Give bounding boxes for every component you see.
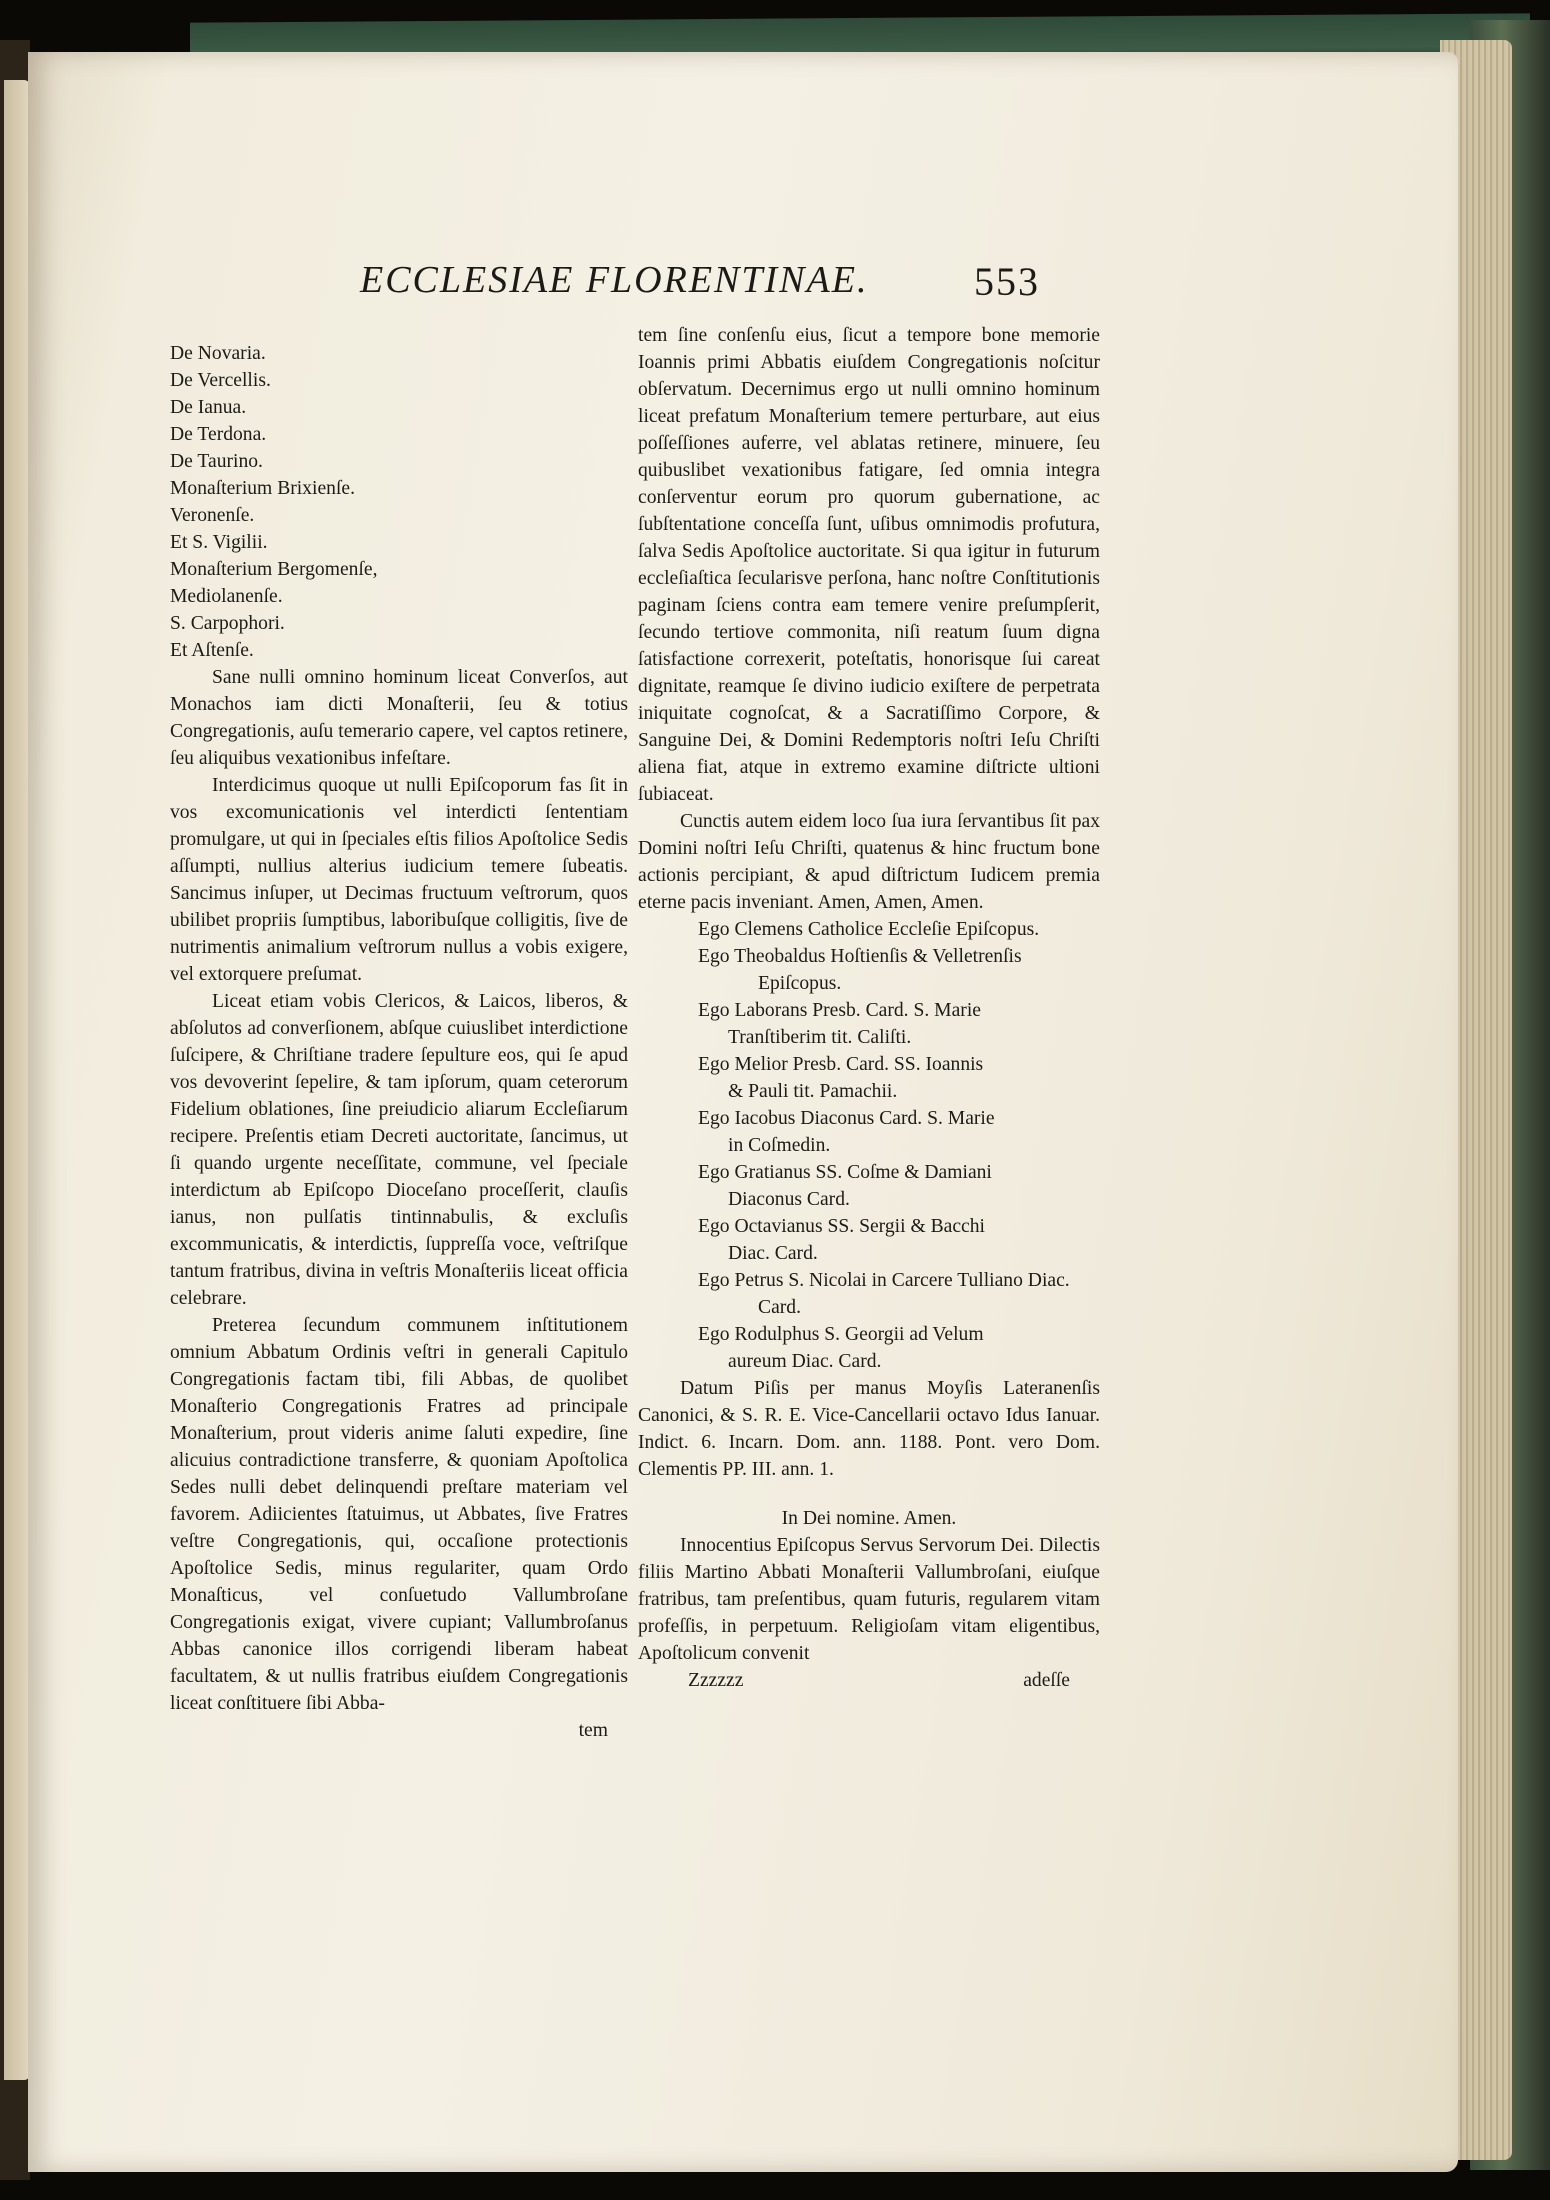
signature-line: Ego Petrus S. Nicolai in Carcere Tulliano Diac. Card. [698,1270,1070,1318]
signature-mark: Zzzzzz [688,1670,744,1691]
catchword: adeſſe [1023,1670,1070,1691]
signature-line: Ego Clemens Catholice Eccleſie Epiſcopus. [698,919,1040,940]
signature-continuation: & Pauli tit. Pamachii. [728,1081,898,1102]
paragraph: Liceat etiam vobis Clericos, & Laicos, liberos, & abſolutos ad converſionem, abſque cuiuslibet interdictione ſuſcipere, & Chriſtiane tradere ſepulture eos, qui ſe apud vos devoverint ſepelire, & tam ipſorum, quam ceterorum Fidelium oblationes, ſine preiudicio aliarum Eccleſiarum recipere. Preſentis etiam Decreti auctoritate, ſancimus, ut ſi quando urgente neceſſitate, commune, vel ſpeciale interdictum ab Epiſcopo Dioceſano proceſſerit, clauſis ianus, non pulſatis tintinnabulis, & excluſis excommunicatis, & interdictis, ſuppreſſa voce, veſtriſque tantum fratribus, divina in veſtris Monaſteriis liceat officia celebrare. [170,991,628,1309]
left-column [170,340,628,1744]
right-column [638,322,1100,1694]
paragraph: Preterea ſecundum communem inſtitutionem omnium Abbatum Ordinis veſtri in generali Capitulo Congregationis factam tibi, fili Abbas, de quolibet Monaſterio Congregationis Fratres ad principale Monaſterium, prout videris anime ſaluti expedire, ſine alicuius contradictione transferre, & quoniam Apoſtolica Sedes nulli debet delinquendi preſtare materiam vel favorem. Adiicientes ſtatuimus, ut Abbates, ſive Fratres veſtre Congregationis, qui, occaſione protectionis Apoſtolice Sedis, minus regulariter, quam Ordo Monaſticus, vel conſuetudo Vallumbroſane Congregationis exigat, vivere cupiant; Vallumbroſanus Abbas canonice illos corrigendi liberam habeat facultatem, & ut nullis fratribus eiuſdem Congregationis liceat conſtituere ſibi Abba- [170,1315,628,1714]
paragraph: Innocentius Epiſcopus Servus Servorum Dei. Dilectis filiis Martino Abbati Monaſterii Vallumbroſani, eiuſque fratribus, tam preſentibus, quam futuris, regularem vitam profeſſis, in perpetuum. Religioſam vitam eligentibus, Apoſtolicum convenit [638,1535,1100,1664]
paragraph: Cunctis autem eidem loco ſua iura ſervantibus ſit pax Domini noſtri Ieſu Chriſti, quatenus & hinc fructum bone actionis percipiant, & apud diſtrictum Iudicem premia eterne pacis inveniant. Amen, Amen, Amen. [638,811,1100,913]
facing-page-edge [4,80,30,2080]
list-item: Mediolanenſe. [170,586,283,607]
signature-line: Ego Melior Presb. Card. SS. Ioannis [698,1054,984,1075]
page-title: ECCLESIAE FLORENTINAE. [360,259,869,301]
paragraph: tem ſine conſenſu eius, ſicut a tempore bone memorie Ioannis primi Abbatis eiuſdem Congregationis noſcitur obſervatum. Decernimus ergo ut nulli omnino hominum liceat prefatum Monaſterium temere perturbare, aut eius poſſeſſiones auferre, vel ablatas retinere, minuere, ſeu quibuslibet vexationibus fatigare, ſed omnia integra conſerventur eorum pro quorum gubernatione, ac ſubſtentatione conceſſa ſunt, uſibus omnimodis profutura, ſalva Sedis Apoſtolice auctoritate. Si qua igitur in futurum eccleſiaſtica ſecularisve perſona, hanc noſtre Conſtitutionis paginam ſciens contra eam temere venire preſumpſerit, ſecundo tertiove commonita, niſi reatum ſuum digna ſatisfactione correxerit, poteſtatis, honorisque ſui careat dignitate, reamque ſe divino iudicio exiſtere de perpetrata iniquitate cognoſcat, & a Sacratiſſimo Corpore, & Sanguine Dei, & Domini Redemptoris noſtri Ieſu Chriſti aliena fiat, atque in extremo examine diſtricte ultioni ſubiaceat. [638,325,1100,805]
list-item: Et Aſtenſe. [170,640,254,661]
list-item: Monaſterium Bergomenſe, [170,559,378,580]
invocation: In Dei nomine. Amen. [781,1508,957,1529]
list-item: De Vercellis. [170,370,271,391]
list-item: De Terdona. [170,424,267,445]
signature-continuation: Diac. Card. [728,1243,818,1264]
list-item: De Ianua. [170,397,247,418]
signature-continuation: aureum Diac. Card. [728,1351,882,1372]
list-item: Et S. Vigilii. [170,532,268,553]
signature-line: Ego Theobaldus Hoſtienſis & Velletrenſis Epiſcopus. [698,946,1022,994]
paragraph: Sane nulli omnino hominum liceat Converſos, aut Monachos iam dicti Monaſterii, ſeu & totius Congregationis, auſu temerario capere, vel captos retinere, ſeu aliquibus vexationibus infeſtare. [170,667,628,769]
page-footer [638,1667,1100,1694]
signature-continuation: in Coſmedin. [728,1135,831,1156]
list-item: S. Carpophori. [170,613,285,634]
signature-line: Ego Laborans Presb. Card. S. Marie [698,1000,981,1021]
datum-paragraph: Datum Piſis per manus Moyſis Lateranenſis Canonici, & S. R. E. Vice-Cancellarii octavo Idus Ianuar. Indict. 6. Incarn. Dom. ann. 1188. Pont. vero Dom. Clementis PP. III. ann. 1. [638,1378,1100,1480]
signature-continuation: Tranſtiberim tit. Caliſti. [728,1027,912,1048]
list-item: De Novaria. [170,343,266,364]
list-item: Veronenſe. [170,505,255,526]
signature-line: Ego Iacobus Diaconus Card. S. Marie [698,1108,995,1129]
list-item: De Taurino. [170,451,263,472]
catchword: tem [578,1720,608,1741]
signature-line: Ego Gratianus SS. Coſme & Damiani [698,1162,992,1183]
page-number: 553 [974,259,1040,304]
list-item: Monaſterium Brixienſe. [170,478,356,499]
signature-line: Ego Rodulphus S. Georgii ad Velum [698,1324,984,1345]
signature-line: Ego Octavianus SS. Sergii & Bacchi [698,1216,985,1237]
paragraph: Interdicimus quoque ut nulli Epiſcoporum fas ſit in vos excomunicationis vel interdicti ſententiam promulgare, ut qui in ſpeciales eſtis filios Apoſtolice Sedis aſſumpti, nullius alterius iudicium temere ſubeatis. Sancimus inſuper, ut Decimas fructuum veſtrorum, quos ubilibet propriis ſumptibus, laboribuſque colligitis, ſive de nutrimentis animalium veſtrorum nullus a vobis exigere, vel extorquere preſumat. [170,775,628,985]
signature-continuation: Diaconus Card. [728,1189,850,1210]
